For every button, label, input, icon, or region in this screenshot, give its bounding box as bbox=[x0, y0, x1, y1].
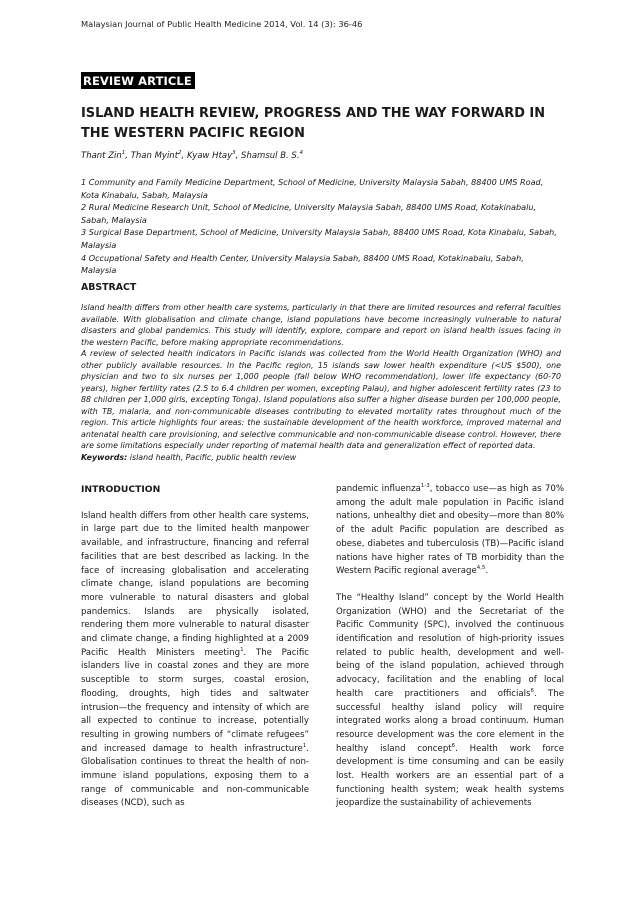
abstract-heading: ABSTRACT bbox=[81, 282, 137, 293]
affiliation-item: 3 Surgical Base Department, School of Medicine, University Malaysia Sabah, 88400 UMS Road, Kota Kinabalu, Sabah, Malaysia bbox=[81, 227, 557, 250]
body-text: . Health work force development is time consuming and can be easily lost. Health workers are an essential part of a functioning health system; weak health systems jeopardize the sustainability of achievements bbox=[336, 743, 564, 809]
author-name: Shamsul B. S. bbox=[241, 151, 300, 161]
body-text: . The Pacific islanders live in coastal zones and they are more susceptible to storm surges, coastal erosion, flooding, droughts, high tides and saltwater intrusion—the frequency and intensity of which are all expected to continue to increase, potentially resulting in growing numbers of “climate refugees” and increased damage to health infrastructure bbox=[81, 647, 309, 754]
keywords-text: island health, Pacific, public health review bbox=[129, 452, 297, 462]
abstract-paragraph: A review of selected health indicators in Pacific islands was collected from the World Health Organization (WHO) and other publicly available resources. In the Pacific region, 15 islands saw lower health expenditure (<US $500), one physician and two to six nurses per 1,000 people (fall below WHO recommendation), lower life expectancy (60-70 years), higher fertility rates (2.5 to 6.4 children per women, excepting Palau), and higher adolescent fertility rates (23 to 88 children per 1,000 girls, excepting Tonga). Island populations also suffer a higher disease burden per 100,000 people, with TB, malaria, and non-communicable diseases contributing to elevated mortality rates throughout much of the region. This article highlights four areas: the sustainable development of the health workforce, improved maternal and antenatal health care provisioning, and selective communicable and non-communicable disease control. However, there are some limitations especially under reporting of maternal health data and generalization effect of reported data. bbox=[81, 349, 561, 450]
author-affil-mark: 3 bbox=[232, 150, 236, 157]
running-head: Malaysian Journal of Public Health Medicine 2014, Vol. 14 (3): 36-46 bbox=[81, 19, 363, 29]
author-list: Thant Zin$^1$, Than Myint$^2$, Kyaw Htay$^3$, Shamsul B. S.$^4$ bbox=[81, 150, 304, 161]
abstract-paragraph: Island health differs from other health care systems, particularly in that there are limited resources and referral faculties available. With globalisation and climate change, island populations have become increasingly vulnerable to natural disasters and global pandemics. This study will identify, explore, compare and report on island health issues facing in the western Pacific, before making appropriate recommendations. bbox=[81, 303, 561, 347]
author-name: Thant Zin bbox=[81, 151, 122, 161]
affiliation-list bbox=[81, 176, 561, 277]
affiliation-item: 1 Community and Family Medicine Department, School of Medicine, University Malaysia Sabah, 88400 UMS Road, Kota Kinabalu, Sabah, Malaysia bbox=[81, 177, 544, 200]
citation-mark: 1-3 bbox=[420, 483, 430, 490]
citation-mark: 6 bbox=[530, 687, 534, 694]
keywords-line bbox=[81, 452, 561, 464]
author-affil-mark: 4 bbox=[299, 150, 304, 157]
body-text: . The successful healthy island policy will require integrated works along a broad continuum. Human resource development was the core element in the healthy island concept bbox=[336, 688, 564, 754]
abstract-body bbox=[81, 302, 561, 463]
right-column bbox=[336, 483, 564, 811]
body-paragraph bbox=[336, 592, 564, 811]
affiliation-item: 2 Rural Medicine Research Unit, School of Medicine, University Malaysia Sabah, 88400 UMS Road, Kotakinabalu, Sabah, Malaysia bbox=[81, 202, 537, 225]
citation-mark: 6 bbox=[451, 742, 456, 749]
intro-heading: INTRODUCTION bbox=[81, 484, 161, 495]
author-affil-mark: 2 bbox=[178, 150, 182, 157]
article-type-badge: REVIEW ARTICLE bbox=[81, 72, 195, 89]
affiliation-item: 4 Occupational Safety and Health Center, University Malaysia Sabah, 88400 UMS Road, Kotakinabalu, Sabah, Malaysia bbox=[81, 252, 524, 276]
left-column bbox=[81, 483, 309, 811]
author-name: Than Myint bbox=[130, 151, 179, 161]
body-text: Island health differs from other health care systems, in large part due to the limited health manpower available, and infrastructure, financing and referral facilities that are best described as lacking. In the face of increasing globalisation and accelerating climate change, island populations are becoming more vulnerable to natural disasters and global pandemics. Islands are physically isolated, rendering them more vulnerable to natural disaster and climate change, a finding highlighted at a 2009 Pacific Health Ministers meeting bbox=[81, 510, 309, 658]
body-text: pandemic influenza bbox=[336, 484, 421, 494]
body-text: The “Healthy Island” concept by the World Health Organization (WHO) and the Secretariat of the Pacific Community (SPC), involved the continuous identification and resolution of high-priority issues related to public health, development and well-being of the island population, achieved through advocacy, facilitation and the enabling of local health care practitioners and officials bbox=[336, 592, 564, 699]
citation-mark: 1 bbox=[240, 646, 244, 653]
body-text: . bbox=[485, 566, 489, 577]
citation-mark: 1 bbox=[302, 742, 307, 749]
paper-title: ISLAND HEALTH REVIEW, PROGRESS AND THE WAY FORWARD IN THE WESTERN PACIFIC REGION bbox=[81, 106, 545, 141]
author-name: Kyaw Htay bbox=[186, 151, 233, 161]
author-affil-mark: 1 bbox=[121, 150, 126, 157]
keywords-label: Keywords: bbox=[81, 452, 128, 462]
intro-paragraph bbox=[81, 510, 309, 811]
body-text: , tobacco use—as high as 70% among the adult male population in Pacific island nations, unhealthy diet and obesity—more than 80% of the adult Pacific population are described as obese, diabetes and tuberculosis (TB)—Pacific island nations have higher rates of TB morbidity than the Western Pacific regional average bbox=[336, 484, 564, 577]
body-paragraph bbox=[336, 483, 564, 579]
body-text: . Globalisation continues to threat the health of non-immune island populations, exposing them to a range of communicable and non-communicable diseases (NCD), such as bbox=[81, 743, 309, 809]
citation-mark: 4,5 bbox=[476, 565, 486, 572]
